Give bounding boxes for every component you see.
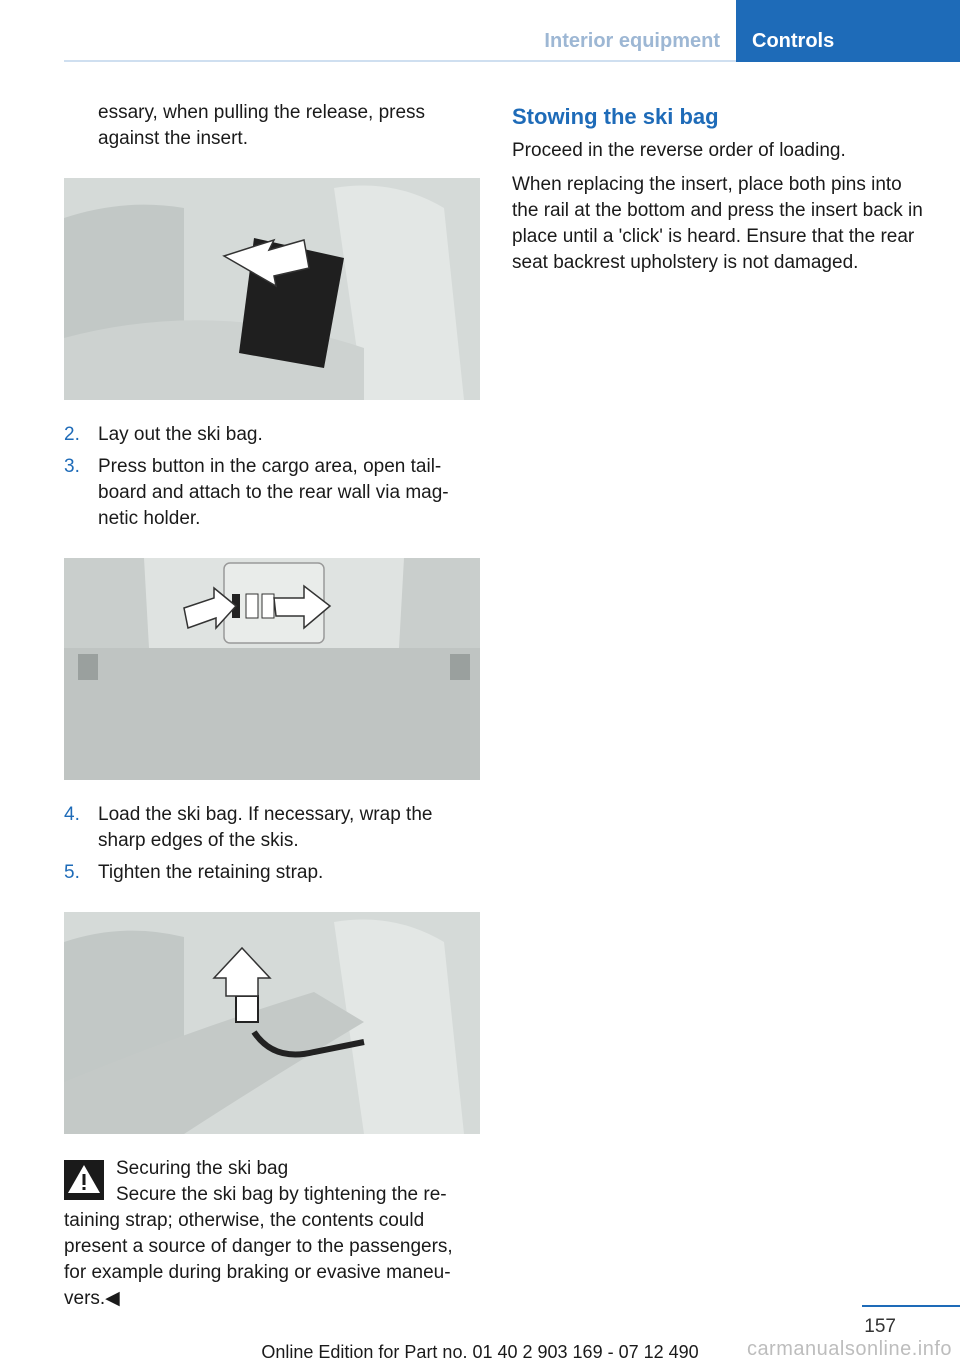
watermark: carmanualsonline.info xyxy=(746,1338,952,1360)
step-text: Press button in the cargo area, open tail-board and attach to the rear wall via mag-netic holder. xyxy=(98,456,449,529)
header-chapter-label: Controls xyxy=(752,30,835,52)
page-header xyxy=(0,0,960,62)
footer-rule xyxy=(862,1305,960,1307)
warning-note xyxy=(64,1156,480,1312)
step-number: 4. xyxy=(64,804,80,825)
right-column xyxy=(512,102,928,284)
section-heading: Stowing the ski bag xyxy=(512,104,719,129)
list-item xyxy=(64,454,480,532)
warning-title: Securing the ski bag xyxy=(116,1158,289,1179)
edition-line: Online Edition for Part no. 01 40 2 903 169 - 07 12 490 xyxy=(261,1342,699,1362)
steps-list-b xyxy=(64,802,480,886)
step-number: 5. xyxy=(64,862,80,883)
paragraph: Proceed in the reverse order of loading. xyxy=(512,140,846,161)
left-column xyxy=(64,100,480,1312)
steps-list-a xyxy=(64,422,480,532)
list-item xyxy=(64,802,480,854)
warning-text: Secure the ski bag by tightening the re-taining strap; otherwise, the contents could present a source of danger to the passengers, for example during braking or evasive maneu-vers.◀ xyxy=(64,1184,453,1309)
step-text: Lay out the ski bag. xyxy=(98,424,263,445)
step-number: 2. xyxy=(64,424,80,445)
intro-text: essary, when pulling the release, press against the insert. xyxy=(98,102,426,149)
page-number: 157 xyxy=(864,1316,896,1337)
page-footer xyxy=(0,1300,960,1362)
step-text: Load the ski bag. If necessary, wrap the sharp edges of the skis. xyxy=(98,804,433,851)
cargo-area-illustration xyxy=(64,558,480,780)
step-text: Tighten the retaining strap. xyxy=(98,862,324,883)
list-item xyxy=(64,860,480,886)
header-chapter-tab xyxy=(736,0,960,62)
warning-triangle-icon xyxy=(64,1160,104,1200)
rear-seat-insert-illustration xyxy=(64,178,480,400)
step-number: 3. xyxy=(64,456,80,477)
retaining-strap-illustration xyxy=(64,912,480,1134)
list-item xyxy=(64,422,480,448)
header-section-title: Interior equipment xyxy=(544,30,720,52)
paragraph: When replacing the insert, place both pins into the rail at the bottom and press the insert back in place until a 'click' is heard. Ensure that the rear seat backrest upholstery is not damaged. xyxy=(512,174,923,273)
